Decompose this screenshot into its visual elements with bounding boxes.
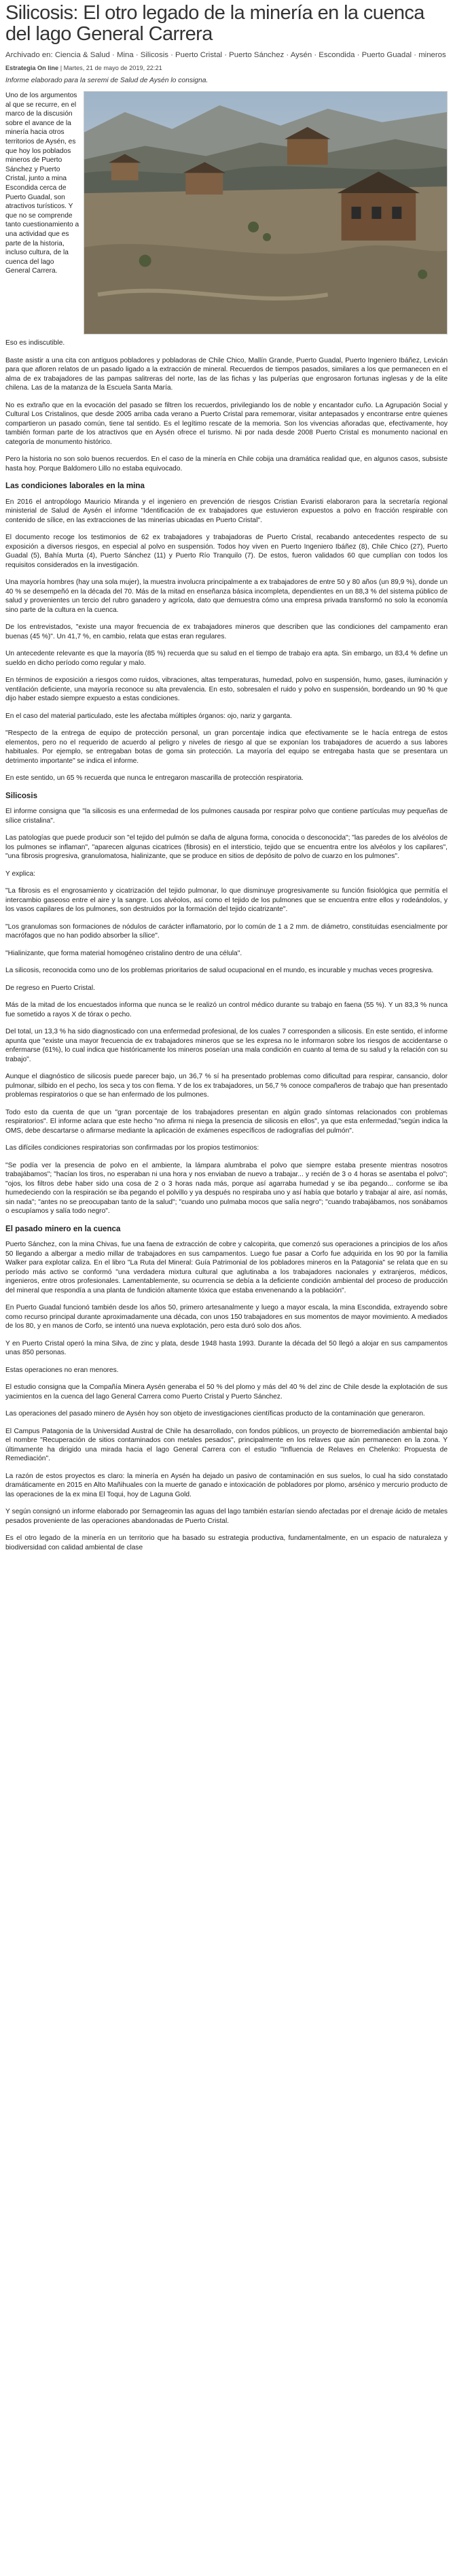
paragraph: El informe consigna que "la silicosis es una enfermedad de los pulmones causada por respirar polvo que contiene partículas muy pequeñas de sílice cristalina".: [5, 808, 448, 825]
article-body: [5, 339, 448, 1552]
paragraph: Una mayoría hombres (hay una sola mujer), la muestra involucra principalmente a ex trabajadores de entre 50 y 80 años (un 89,9 %), donde un 40 % se desempeñó en la década del 70. Más de la mitad en enseñanza básica incompleta, dependientes en un 88,3 % del sistema público de salud y provenientes un tercio del rubro ganadero y agrícola, dato que demuestra cómo una empresa privada transformó no solo la economía sino parte de la cultura en la cuenca.: [5, 579, 448, 614]
lead: Informe elaborado para la seremi de Salud de Aysén lo consigna.: [5, 77, 209, 84]
paragraph: El estudio consigna que la Compañía Minera Aysén generaba el 50 % del plomo y más del 40 % del zinc de Chile desde la explotación de sus yacimientos en la cuenca del lago General Carrera como Puerto Cristal y Puerto Sánchez.: [5, 1384, 448, 1401]
paragraph: Del total, un 13,3 % ha sido diagnosticado con una enfermedad profesional, de los cuales 7 corresponden a silicosis. En este sentido, el informe apunta que "existe una mayor frecuencia de ex trabajadores mineros que se les expresa no le informaron sobre los riesgos de accidentarse o enfermarse (61%), lo cual indica que históricamente los mineros poseían una mala condición en cuanto al tema de su salud y la relación con su trabajo".: [5, 1028, 448, 1063]
paragraph: Más de la mitad de los encuestados informa que nunca se le realizó un control médico durante su trabajo en faena (55 %). Y un 83,3 % nunca fue sometido a rayos X de tórax o pecho.: [5, 1001, 448, 1018]
paragraph: "Hialinizante, que forma material homogéneo cristalino dentro de una célula".: [5, 949, 242, 957]
paragraph: El Campus Patagonia de la Universidad Austral de Chile ha desarrollado, con fondos públicos, un proyecto de biorremediación ambiental bajo el nombre "Recuperación de sitios contaminados con metales pesados", principalmente en los relaves que aún permanecen en la zona. Y últimamente ha dirigido una mirada hacia el lago General Carrera con el estudio "Influencia de Relaves en Chelenko: Propuesta de Remediación".: [5, 1427, 448, 1462]
section-heading: Las condiciones laborales en la mina: [5, 481, 145, 490]
paragraph: Las patologías que puede producir son "el tejido del pulmón se daña de alguna forma, conocida o desconocida"; "las paredes de los alvéolos de los pulmones se inflaman", "aparecen algunas cicatrices (fibrosis) en el intersticio, tejido que se encuentra entre los alvéolos y los capilares", "una fibrosis progresiva, granulomatosa, hialinizante, que se produce en sitios de depósito de polvo de cuarzo en los pulmones".: [5, 834, 448, 860]
source: Estrategia On line: [5, 65, 59, 71]
paragraph: En Puerto Guadal funcionó también desde los años 50, primero artesanalmente y luego a mayor escala, la mina Escondida, extrayendo sobre como recurso principal durante aproximadamente una década, con unos 150 trabajadores en sus momentos de mayor movimiento. A mediados de los 80, y en manos de Corfo, se intentó una nueva explotación, pero esta duró solo dos años.: [5, 1304, 448, 1330]
paragraph: No es extraño que en la evocación del pasado se filtren los recuerdos, privilegiando los de noble y encantador cuño. La Agrupación Social y Cultural Los Cristalinos, que desde 2005 arriba cada verano a Puerto Cristal para rememorar, visitar antepasados y encontrarse entre quienes compartieron un pasado común, tiene tal sentido. Es el legítimo rescate de la memoria. Son los vivencias añoradas que, efectivamente, hoy también forman parte de los atractivos que en Aysén ofrece el turismo. Ni por nada desde 2008 Puerto Cristal es monumento nacional en categoría de monumento histórico.: [5, 401, 448, 446]
paragraph: Y explica:: [5, 870, 35, 878]
paragraph: Y en Puerto Cristal operó la mina Silva, de zinc y plata, desde 1948 hasta 1993. Durante la década del 50 llegó a alojar en sus campamentos unas 850 personas.: [5, 1339, 448, 1356]
section-heading: El pasado minero en la cuenca: [5, 1224, 121, 1233]
paragraph: Todo esto da cuenta de que un "gran porcentaje de los trabajadores presentan en algún grado síntomas relacionados con problemas respiratorios". El informe aclara que este hecho "no afirma ni niega la presencia de silicosis en ellos", ya que esta enfermedad,"según indica la OMS, debe descartarse o afirmarse mediante la aplicación de exámenes específicos de radiografías del pulmón".: [5, 1108, 448, 1135]
paragraph: En 2016 el antropólogo Mauricio Miranda y el ingeniero en prevención de riesgos Cristian Evaristi elaboraron para la secretaría regional ministerial de Salud de Aysén el informe "Identificación de ex trabajadores que estuvieron expuestos a polvo en fracción respirable con contenido de sílice, en las extracciones de las minerías ubicadas en Puerto Cristal".: [5, 498, 448, 524]
paragraph: Pero la historia no son solo buenos recuerdos. En el caso de la minería en Chile cobija una dramática realidad que, en algunos casos, subsiste hasta hoy. Porque Baldomero Lillo no estaba equivocado.: [5, 456, 448, 473]
paragraph: El documento recoge los testimonios de 62 ex trabajadores y trabajadoras de Puerto Cristal, recabando antecedentes respecto de su exposición a diversos riesgos, en especial al polvo en suspensión. Todos hoy viven en Puerto Ingeniero Ibáñez (8), Chile Chico (27), Puerto Guadal (5), Bahía Murta (4), Puerto Sánchez (11) y Puerto Río Tranquilo (7). De estos, fueron validados 60 que cumplían con todos los requisitos considerados en la investigación.: [5, 534, 448, 569]
article-photo: [84, 91, 448, 334]
paragraph: Estas operaciones no eran menores.: [5, 1366, 119, 1374]
paragraph: De los entrevistados, "existe una mayor frecuencia de ex trabajadores mineros que describen que las condiciones del campamento eran buenas (45 %)". Un 41,7 %, en cambio, relata que estas eran regulares.: [5, 623, 448, 640]
paragraph: De regreso en Puerto Cristal.: [5, 984, 95, 992]
paragraph: Baste asistir a una cita con antiguos pobladores y pobladoras de Chile Chico, Mallín Grande, Puerto Guadal, Puerto Ingeniero Ibáñez, Levicán para que afloren relatos de un pasado ligado a la extracción de mineral. Recuerdos de tiempos pasados, similares a los que permanecen en el alma de ex trabajadores de las pampas salitreras del norte, las de las fichas y las pulperías que engrosaron fortunas inglesas y de la elite chilena. Las de la matanza de la Escuela Santa María.: [5, 356, 448, 392]
paragraph: Puerto Sánchez, con la mina Chivas, fue una faena de extracción de cobre y calcopirita, que comenzó sus operaciones a principios de los años 50 llegando a albergar a medio millar de trabajadores en sus campamentos. Luego fue pasar a Corfo fue adquirida en los 90 por la familia Walker para explotar caliza. En el libro "La Ruta del Mineral: Guía Patrimonial de los pobladores mineros en la Patagonia" se relata que en su período más activo se conformó "una verdadera mixtura cultural que aglutinaba a los trabajadores nacionales y extranjeros, médicos, ingenieros, entre otros profesionales. Lamentablemente, su ocurrencia se debía a la deficiente condición ambiental del proceso de producción del mineral que respondía a una planta de fundición altamente tóxica que estaba envenenando a la población".: [5, 1241, 448, 1294]
paragraph: Y según consignó un informe elaborado por Sernageomin las aguas del lago también estarían siendo afectadas por el drenaje ácido de metales pesados proveniente de las operaciones abandonadas de Puerto Cristal.: [5, 1508, 448, 1525]
article-meta: [5, 65, 448, 71]
paragraph: En el caso del material particulado, este les afectaba múltiples órganos: ojo, nariz y garganta.: [5, 712, 292, 720]
intro-paragraph: Uno de los argumentos al que se recurre, en el marco de la discusión sobre el avance de la minería hacia otros territorios de Aysén, es que hoy los poblados mineros de Puerto Sánchez y Puerto Cristal, junto a mina Escondida cerca de Puerto Guadal, son atractivos turísticos. Y que no se comprende tanto cuestionamiento a una actividad que es parte de la historia, incluso cultura, de la cuenca del lago General Carrera.: [5, 92, 79, 275]
paragraph: Aunque el diagnóstico de silicosis puede parecer bajo, un 36,7 % sí ha presentado problemas como dificultad para respirar, cansancio, dolor pulmonar, silbido en el pecho, los seca y tos con flema. Y de los ex trabajadores, un 56,7 % conoce compañeros de trabajo que han presentado problemas respiratorios o que se han enfermado de los pulmones.: [5, 1073, 448, 1099]
date: | Martes, 21 de mayo de 2019, 22:21: [60, 65, 162, 71]
paragraph: Las operaciones del pasado minero de Aysén hoy son objeto de investigaciones científicas producto de la contaminación que generaron.: [5, 1410, 425, 1418]
paragraph: En este sentido, un 65 % recuerda que nunca le entregaron mascarilla de protección respiratoria.: [5, 774, 304, 782]
paragraph: Un antecedente relevante es que la mayoría (85 %) recuerda que su salud en el tiempo de trabajo era apta. Sin embargo, un 83,4 % define un sueldo en dicho período como regular y malo.: [5, 650, 448, 667]
paragraph: Eso es indiscutible.: [5, 339, 65, 347]
page-title: Silicosis: El otro legado de la minería en la cuenca del lago General Carrera: [5, 2, 424, 45]
intro-section: [5, 91, 448, 339]
paragraph: La silicosis, reconocida como uno de los problemas prioritarios de salud ocupacional en el mundo, es incurable y muchas veces progresiva.: [5, 967, 434, 974]
paragraph: Es el otro legado de la minería en un territorio que ha basado su estrategia productiva, fundamentalmente, en un espacio de naturaleza y biodiversidad con calidad ambiental de clase: [5, 1534, 448, 1551]
section-heading: Silicosis: [5, 791, 38, 800]
paragraph: En términos de exposición a riesgos como ruidos, vibraciones, altas temperaturas, humedad, polvo en suspensión, humo, gases, iluminación y ventilación deficiente, una mayoría reconoce su alta prevalencia. En esto, sobresalen el ruido y polvo en suspensión, bordeando un 90 % que dijo haber estado siempre expuesto a estas condiciones.: [5, 676, 448, 702]
paragraph: "Se podía ver la presencia de polvo en el ambiente, la lámpara alumbraba el polvo que siempre estaba presente mientras nosotros trabajábamos"; "hacían los tiros, no esperaban ni una hora y nos enviaban de nuevo a trabajar... y recién de 3 o 4 horas se asentaba el polvo"; "ojos, los filtros debe haber sido una cosa de 2 o 3 horas nada más, porque así agarraba humedad y se iba pegando... conforme se iba humedeciendo con la respiración se iba pegando el polvillo y ya después no respiraba uno y así había que botarlo y trabajar al aire, así nomás, sin nada"; "antes no se preocupaban tanto de la salud"; "cuando uno pulmaba mocos que salía negro"; "cuando trabajábamos, nos sonábamos o escupíamos y salía todo negro".: [5, 1161, 448, 1215]
paragraph: "Los granulomas son formaciones de nódulos de carácter inflamatorio, por lo común de 1 a 2 mm. de diámetro, constituidas esencialmente por macrófagos que no han podido absorber la sílice".: [5, 923, 448, 940]
paragraph: "Respecto de la entrega de equipo de protección personal, un gran porcentaje indica que efectivamente se le hacía entrega de estos elementos, pero no el requerido de acuerdo al peligro y niveles de riesgo al que se exponían los trabajadores de acuerdo a sus labores habituales. Por ejemplo, se entregaban botas de goma sin protección. La mayoría del equipo se entregaba hasta que se presentara un detrimento importante" se indica el informe.: [5, 729, 448, 765]
paragraph: La razón de estos proyectos es claro: la minería en Aysén ha dejado un pasivo de contaminación en sus suelos, lo cual ha sido constatado dramáticamente en 2015 en Alto Mañihuales con la muerte de ganado e intoxicación de pobladores por plomo, arsénico y mercurio producto de las operaciones de la ex mina El Toqui, hoy de Laguna Gold.: [5, 1472, 448, 1498]
paragraph: Las difíciles condiciones respiratorias son confirmadas por los propios testimonios:: [5, 1144, 259, 1152]
paragraph: "La fibrosis es el engrosamiento y cicatrización del tejido pulmonar, lo que disminuye progresivamente su función fisiológica que permitía el intercambio gaseoso entre el aire y la sangre. Los alvéolos, así como el tejido de los pulmones que se encuentra entre ellos y rodeándolos, y los vasos capilares de los pulmones, son destruidos por la formación del tejido cicatrizante".: [5, 887, 448, 913]
categories: Archivado en: Ciencia & Salud · Mina · Silicosis · Puerto Cristal · Puerto Sánchez · Aysén · Escondida · Puerto Guadal · mineros: [5, 51, 446, 59]
